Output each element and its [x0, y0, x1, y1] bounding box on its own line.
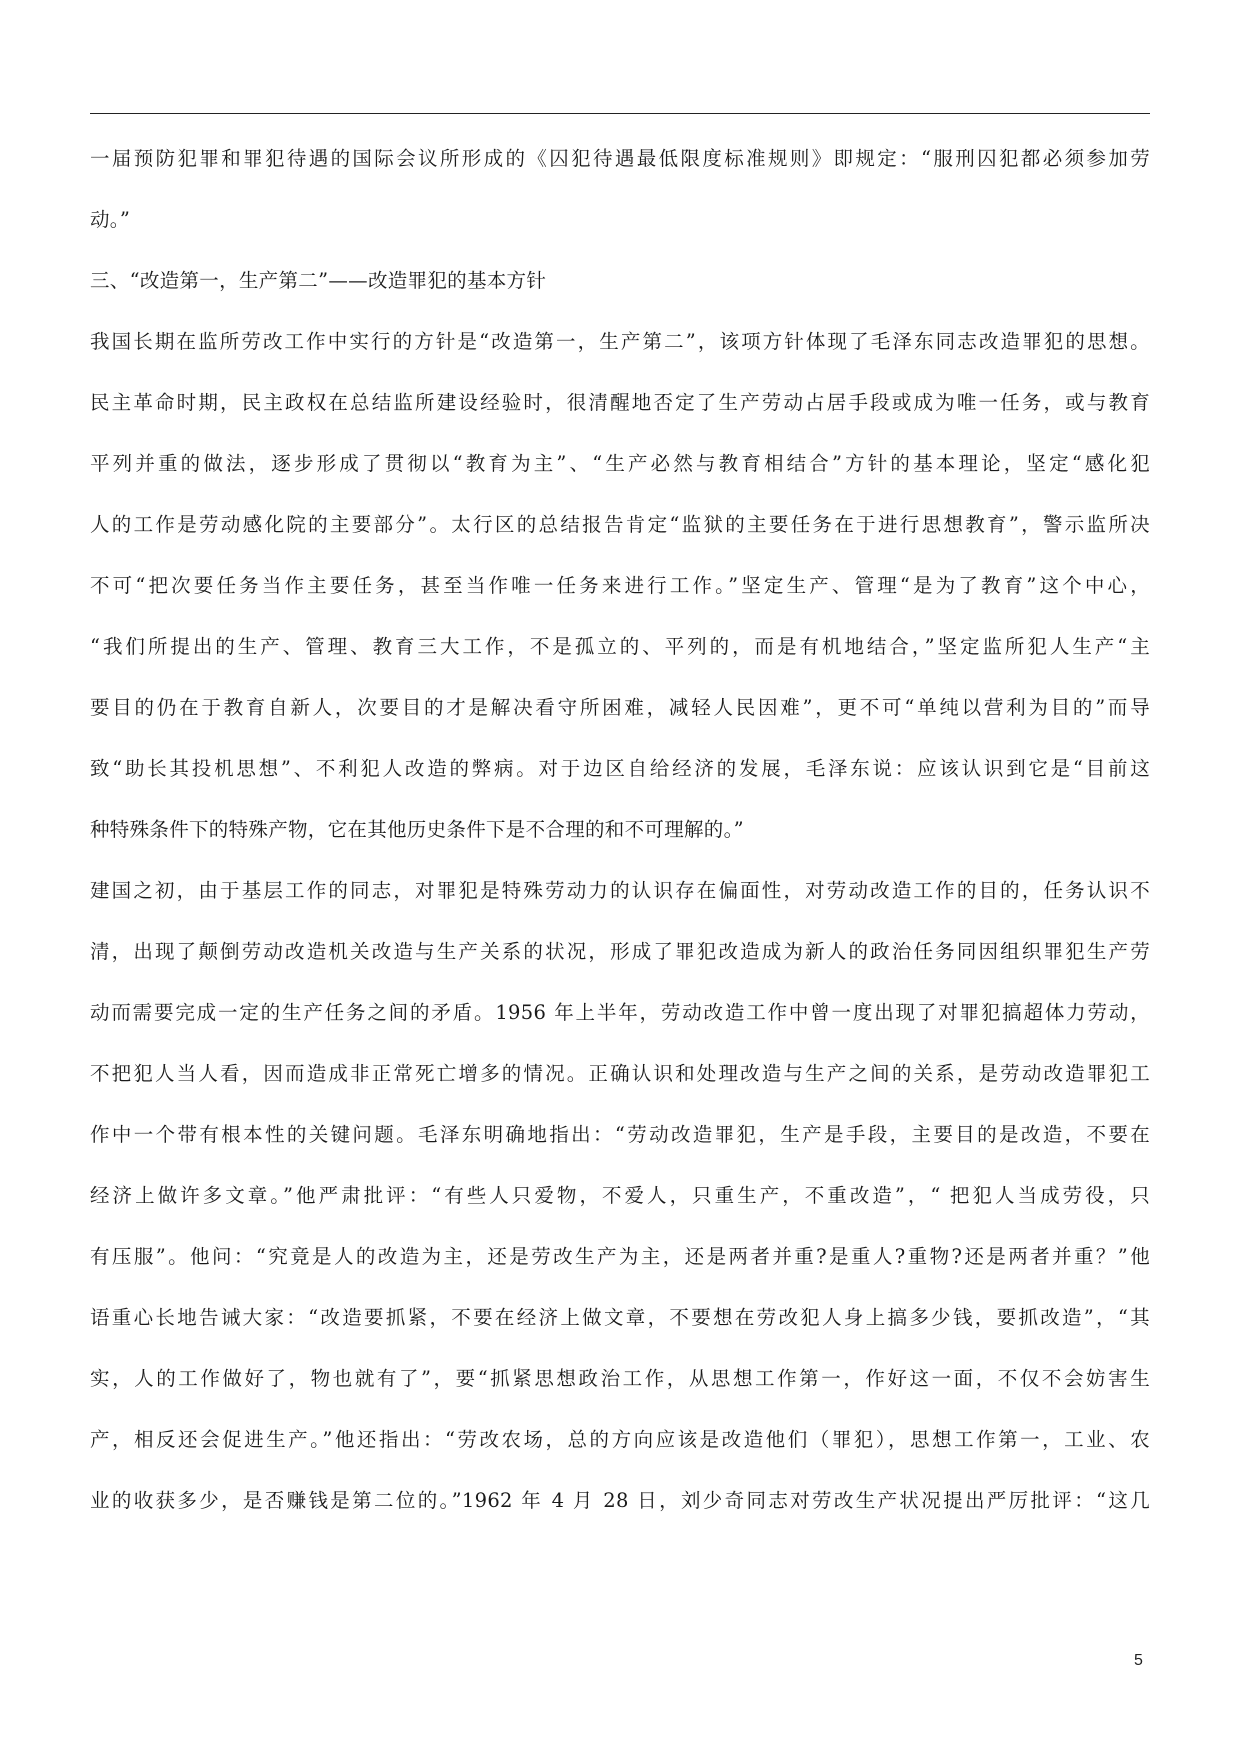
header-rule: [90, 113, 1150, 114]
text-line: 动。”: [90, 208, 131, 231]
document-body: [90, 128, 1150, 1531]
text-line: 一届预防犯罪和罪犯待遇的国际会议所形成的《囚犯待遇最低限度标准规则》即规定：“服刑囚犯都必须参加劳: [90, 147, 1150, 170]
text-line: 动而需要完成一定的生产任务之间的矛盾。1956 年上半年，劳动改造工作中曾一度出现了对罪犯搞超体力劳动，: [90, 1001, 1150, 1024]
page-number: 5: [1134, 1652, 1143, 1669]
text-line: 三、“改造第一，生产第二”——改造罪犯的基本方针: [90, 269, 547, 292]
text-line: 我国长期在监所劳改工作中实行的方针是“改造第一，生产第二”，该项方针体现了毛泽东同志改造罪犯的思想。: [90, 330, 1150, 353]
text-line: 不可“把次要任务当作主要任务，甚至当作唯一任务来进行工作。”坚定生产、管理“是为了教育”这个中心，: [90, 574, 1150, 597]
text-line: 平列并重的做法，逐步形成了贯彻以“教育为主”、“生产必然与教育相结合”方针的基本理论，坚定“感化犯: [90, 452, 1150, 475]
text-line: 要目的仍在于教育自新人，次要目的才是解决看守所困难，减轻人民因难”，更不可“单纯以营利为目的”而导: [90, 696, 1150, 719]
text-line: 建国之初，由于基层工作的同志，对罪犯是特殊劳动力的认识存在偏面性，对劳动改造工作的目的，任务认识不: [90, 879, 1150, 902]
text-line: 产，相反还会促进生产。”他还指出：“劳改农场，总的方向应该是改造他们（罪犯），思想工作第一，工业、农: [90, 1428, 1150, 1451]
text-line: 作中一个带有根本性的关键问题。毛泽东明确地指出：“劳动改造罪犯，生产是手段，主要目的是改造，不要在: [90, 1123, 1150, 1146]
text-line: 实，人的工作做好了，物也就有了”，要“抓紧思想政治工作，从思想工作第一，作好这一面，不仅不会妨害生: [90, 1367, 1150, 1390]
text-line: 有压服”。他问：“究竟是人的改造为主，还是劳改生产为主，还是两者并重?是重人?重物?还是两者并重？”他: [90, 1245, 1150, 1268]
text-line: 民主革命时期，民主政权在总结监所建设经验时，很清醒地否定了生产劳动占居手段或成为唯一任务，或与教育: [90, 391, 1150, 414]
text-line: “我们所提出的生产、管理、教育三大工作，不是孤立的、平列的，而是有机地结合，”坚定监所犯人生产“主: [90, 635, 1150, 658]
text-line: 种特殊条件下的特殊产物，它在其他历史条件下是不合理的和不可理解的。”: [90, 818, 744, 841]
text-line: 业的收获多少，是否赚钱是第二位的。”1962 年 4 月 28 日，刘少奇同志对劳改生产状况提出严厉批评：“这几: [90, 1489, 1150, 1512]
text-line: 清，出现了颠倒劳动改造机关改造与生产关系的状况，形成了罪犯改造成为新人的政治任务同因组织罪犯生产劳: [90, 940, 1150, 963]
text-line: 语重心长地告诫大家：“改造要抓紧，不要在经济上做文章，不要想在劳改犯人身上搞多少钱，要抓改造”，“其: [90, 1306, 1150, 1329]
text-line: 经济上做许多文章。”他严肃批评：“有些人只爱物，不爱人，只重生产，不重改造”，“ 把犯人当成劳役，只: [90, 1184, 1150, 1207]
text-line: 致“助长其投机思想”、不利犯人改造的弊病。对于边区自给经济的发展，毛泽东说：应该认识到它是“目前这: [90, 757, 1150, 780]
text-line: 不把犯人当人看，因而造成非正常死亡增多的情况。正确认识和处理改造与生产之间的关系，是劳动改造罪犯工: [90, 1062, 1150, 1085]
text-line: 人的工作是劳动感化院的主要部分”。太行区的总结报告肯定“监狱的主要任务在于进行思想教育”，警示监所决: [90, 513, 1150, 536]
